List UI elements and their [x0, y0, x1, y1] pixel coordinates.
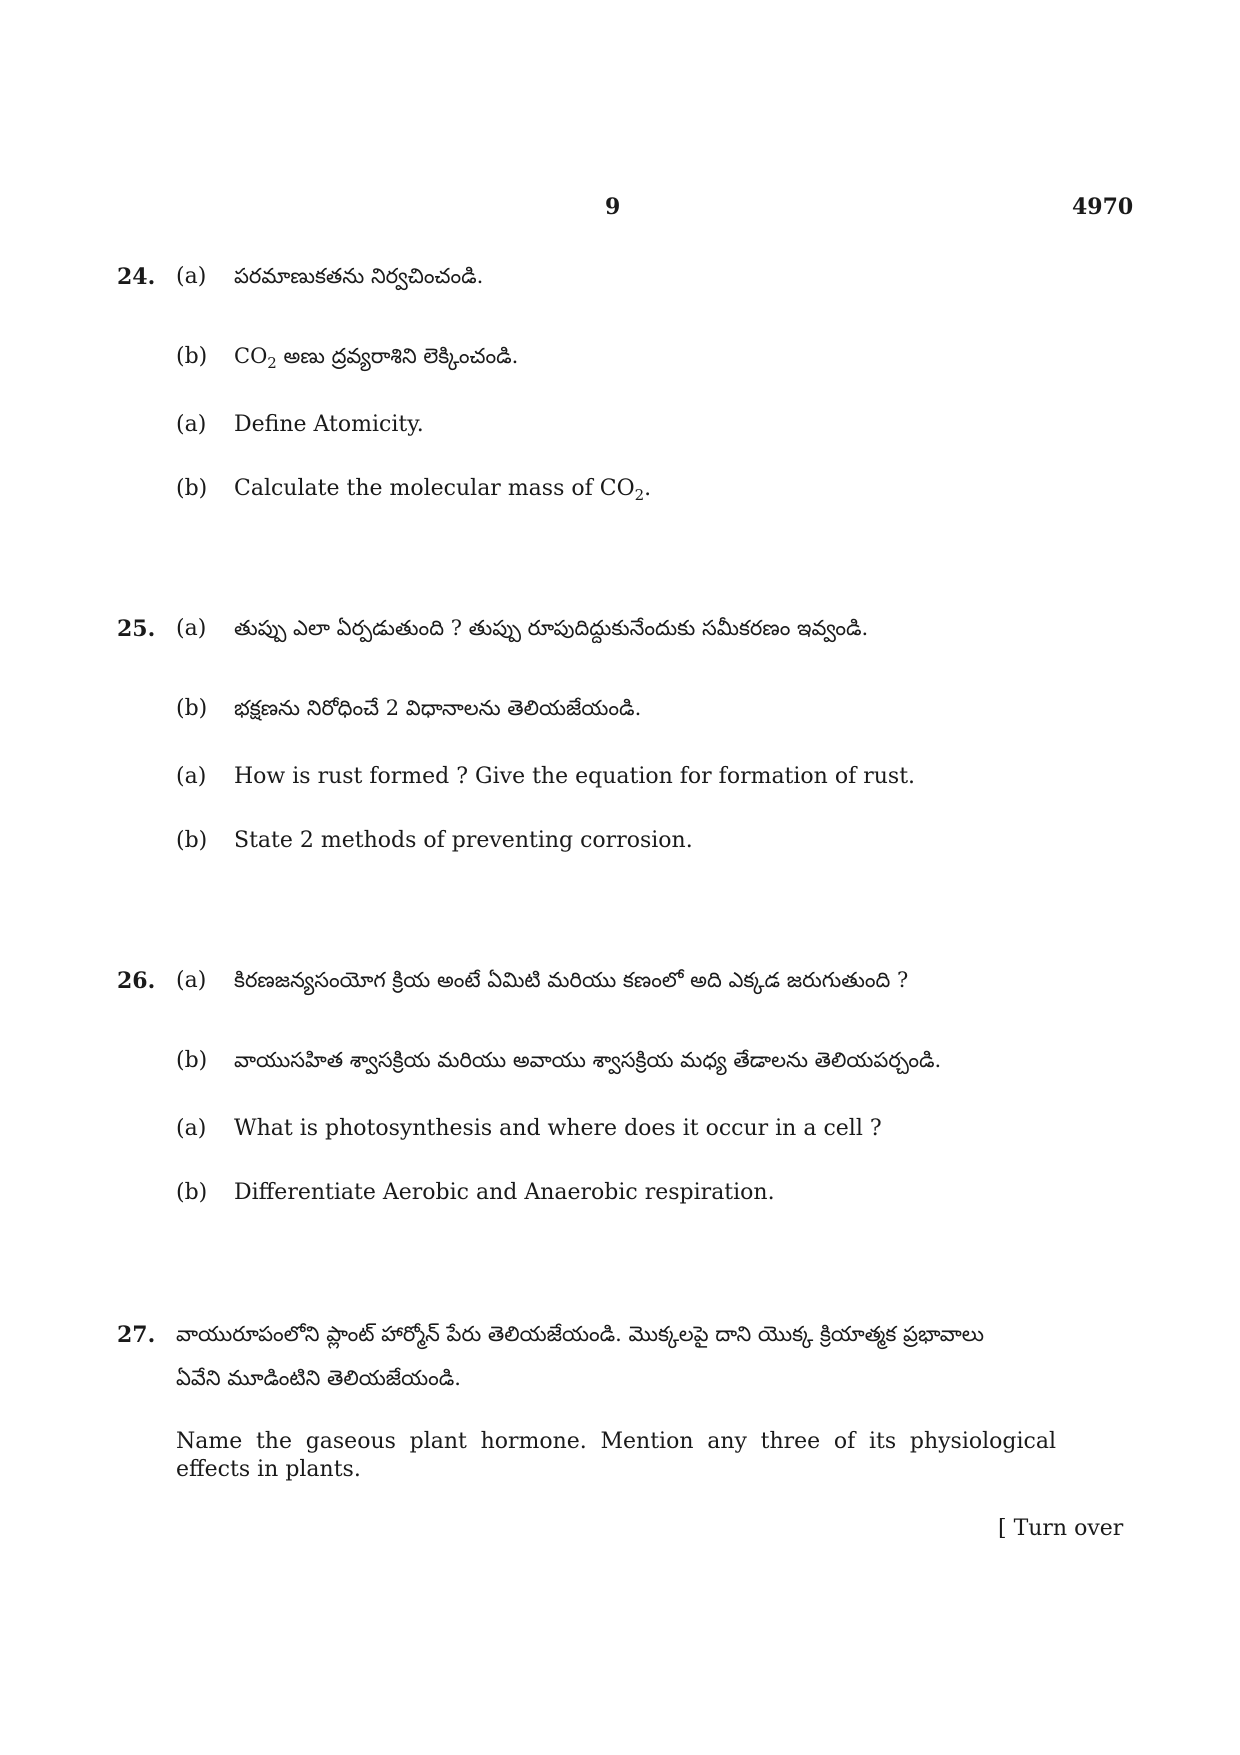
- part-label: (a): [176, 764, 207, 789]
- question-number: 24.: [117, 264, 156, 290]
- part-label: (a): [176, 968, 207, 993]
- part-label: (a): [176, 1116, 207, 1141]
- part-label: (a): [176, 412, 207, 437]
- turn-over-note: [ Turn over: [998, 1516, 1124, 1541]
- question-text-english: State 2 methods of preventing corrosion.: [234, 828, 693, 853]
- question-text-telugu: భక్షణను నిరోధించే 2 విధానాలను తెలియజేయండి.: [234, 696, 642, 720]
- question-text-english: Calculate the molecular mass of $CO_2$.: [234, 476, 652, 504]
- page-number: 9: [605, 194, 621, 220]
- question-text-telugu: వాయురూపంలోని ప్లాంట్ హార్మోన్ పేరు తెలియజేయండి. మొక్కలపై దాని యొక్క క్రియాత్మక ప్రభావాలు: [176, 1322, 984, 1346]
- part-label: (b): [176, 828, 208, 853]
- question-text-telugu: వాయుసహిత శ్వాసక్రియ మరియు అవాయు శ్వాసక్రియ మధ్య తేడాలను తెలియపర్చండి.: [234, 1048, 942, 1072]
- question-text-english: How is rust formed ? Give the equation for formation of rust.: [234, 764, 916, 789]
- question-text-english: Differentiate Aerobic and Anaerobic respiration.: [234, 1180, 775, 1205]
- question-text-telugu: కిరణజన్యసంయోగ క్రియ అంటే ఏమిటి మరియు కణంలో అది ఎక్కడ జరుగుతుంది ?: [234, 968, 909, 992]
- question-number: 27.: [117, 1322, 156, 1348]
- part-label: (b): [176, 476, 208, 501]
- question-text-english: What is photosynthesis and where does it occur in a cell ?: [234, 1116, 882, 1141]
- question-text-telugu: $CO_2$ అణు ద్రవ్యరాశిని లెక్కించండి.: [234, 344, 519, 372]
- part-label: (b): [176, 1180, 208, 1205]
- part-label: (a): [176, 264, 207, 289]
- question-text-english: Define Atomicity.: [234, 412, 424, 437]
- part-label: (b): [176, 344, 208, 369]
- part-label: (a): [176, 616, 207, 641]
- question-number: 26.: [117, 968, 156, 994]
- question-text-english: Name the gaseous plant hormone. Mention any three of its physiological effects in plants.: [176, 1429, 1056, 1482]
- part-label: (b): [176, 696, 208, 721]
- paper-code: 4970: [1072, 194, 1134, 220]
- question-text-telugu: తుప్పు ఎలా ఏర్పడుతుంది ? తుప్పు రూపుదిద్దుకునేందుకు సమీకరణం ఇవ్వండి.: [234, 616, 869, 640]
- question-text-telugu: ఏవేని మూడింటిని తెలియజేయండి.: [176, 1366, 461, 1390]
- question-text-telugu: పరమాణుకతను నిర్వచించండి.: [234, 264, 484, 288]
- question-number: 25.: [117, 616, 156, 642]
- part-label: (b): [176, 1048, 208, 1073]
